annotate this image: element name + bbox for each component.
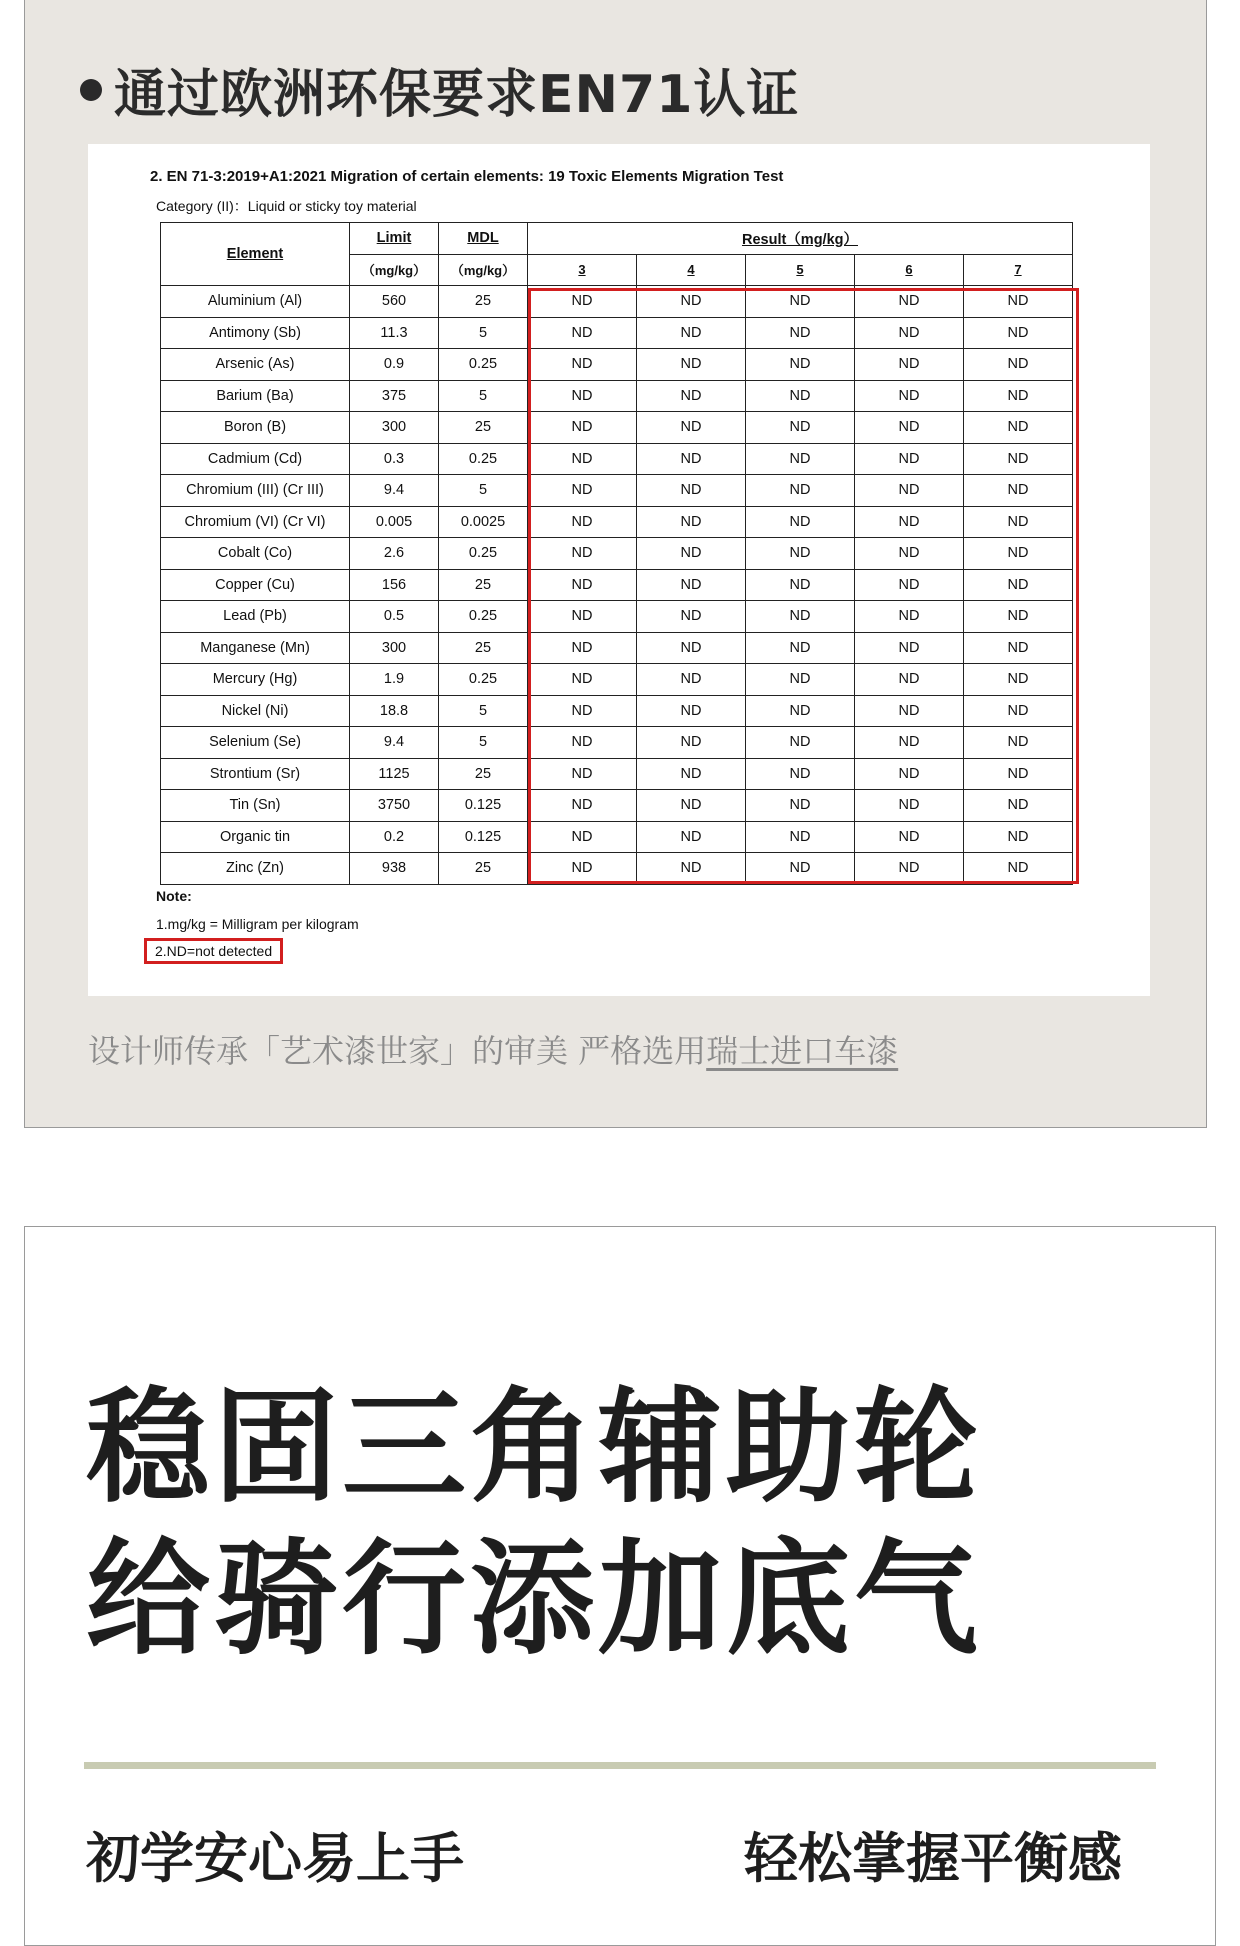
header-sample: 3 xyxy=(528,254,637,286)
result-cell: ND xyxy=(746,695,855,727)
result-cell: ND xyxy=(746,286,855,318)
result-cell: ND xyxy=(964,317,1073,349)
mdl-cell: 0.25 xyxy=(439,443,528,475)
result-cell: ND xyxy=(855,821,964,853)
result-cell: ND xyxy=(746,412,855,444)
mdl-cell: 25 xyxy=(439,758,528,790)
result-cell: ND xyxy=(637,569,746,601)
header-limit: Limit xyxy=(350,223,439,255)
result-cell: ND xyxy=(855,632,964,664)
limit-cell: 375 xyxy=(350,380,439,412)
mdl-cell: 0.25 xyxy=(439,601,528,633)
result-cell: ND xyxy=(637,853,746,885)
result-cell: ND xyxy=(528,317,637,349)
mdl-cell: 25 xyxy=(439,853,528,885)
mdl-cell: 5 xyxy=(439,695,528,727)
result-cell: ND xyxy=(746,380,855,412)
limit-cell: 11.3 xyxy=(350,317,439,349)
element-cell: Chromium (VI) (Cr VI) xyxy=(161,506,350,538)
mdl-cell: 5 xyxy=(439,475,528,507)
mdl-cell: 5 xyxy=(439,727,528,759)
mdl-cell: 0.125 xyxy=(439,790,528,822)
result-cell: ND xyxy=(964,664,1073,696)
result-cell: ND xyxy=(855,475,964,507)
headline-line-2: 给骑行添加底气 xyxy=(86,1528,983,1672)
result-cell: ND xyxy=(528,443,637,475)
note-1: 1.mg/kg = Milligram per kilogram xyxy=(156,916,359,932)
element-cell: Selenium (Se) xyxy=(161,727,350,759)
limit-cell: 300 xyxy=(350,412,439,444)
limit-cell: 156 xyxy=(350,569,439,601)
result-cell: ND xyxy=(746,443,855,475)
limit-cell: 1125 xyxy=(350,758,439,790)
result-cell: ND xyxy=(637,695,746,727)
report-category: Category (II)：Liquid or sticky toy material xyxy=(156,198,417,214)
result-cell: ND xyxy=(855,601,964,633)
element-cell: Chromium (III) (Cr III) xyxy=(161,475,350,507)
result-cell: ND xyxy=(528,412,637,444)
result-cell: ND xyxy=(637,349,746,381)
limit-cell: 0.2 xyxy=(350,821,439,853)
result-cell: ND xyxy=(637,664,746,696)
element-cell: Arsenic (As) xyxy=(161,349,350,381)
result-cell: ND xyxy=(528,695,637,727)
result-cell: ND xyxy=(964,443,1073,475)
result-cell: ND xyxy=(528,538,637,570)
result-cell: ND xyxy=(855,853,964,885)
report-heading: 2. EN 71-3:2019+A1:2021 Migration of certain elements: 19 Toxic Elements Migration Test xyxy=(150,168,784,185)
header-sample: 6 xyxy=(855,254,964,286)
paint-caption xyxy=(88,1026,898,1072)
result-cell: ND xyxy=(637,601,746,633)
mdl-cell: 5 xyxy=(439,380,528,412)
results-highlight-box xyxy=(528,288,1079,884)
result-cell: ND xyxy=(637,380,746,412)
result-cell: ND xyxy=(528,286,637,318)
result-cell: ND xyxy=(528,664,637,696)
mdl-cell: 0.25 xyxy=(439,349,528,381)
training-wheels-headline xyxy=(86,1372,982,1676)
header-mdl-unit: （mg/kg） xyxy=(439,254,528,286)
limit-cell: 300 xyxy=(350,632,439,664)
element-cell: Manganese (Mn) xyxy=(161,632,350,664)
result-cell: ND xyxy=(964,380,1073,412)
result-cell: ND xyxy=(528,569,637,601)
result-cell: ND xyxy=(964,695,1073,727)
result-cell: ND xyxy=(855,412,964,444)
certification-title: 通过欧洲环保要求EN71认证 xyxy=(114,65,800,125)
result-cell: ND xyxy=(855,569,964,601)
mdl-cell: 25 xyxy=(439,286,528,318)
result-cell: ND xyxy=(855,727,964,759)
result-cell: ND xyxy=(528,380,637,412)
element-cell: Lead (Pb) xyxy=(161,601,350,633)
element-cell: Strontium (Sr) xyxy=(161,758,350,790)
header-element: Element xyxy=(161,223,350,286)
result-cell: ND xyxy=(528,632,637,664)
result-cell: ND xyxy=(746,475,855,507)
header-mdl: MDL xyxy=(439,223,528,255)
result-cell: ND xyxy=(637,758,746,790)
result-cell: ND xyxy=(746,632,855,664)
test-report-document xyxy=(88,144,1150,996)
result-cell: ND xyxy=(964,632,1073,664)
limit-cell: 3750 xyxy=(350,790,439,822)
result-cell: ND xyxy=(855,695,964,727)
result-cell: ND xyxy=(528,727,637,759)
limit-cell: 0.9 xyxy=(350,349,439,381)
result-cell: ND xyxy=(964,286,1073,318)
limit-cell: 9.4 xyxy=(350,727,439,759)
limit-cell: 0.005 xyxy=(350,506,439,538)
limit-cell: 938 xyxy=(350,853,439,885)
limit-cell: 9.4 xyxy=(350,475,439,507)
result-cell: ND xyxy=(637,538,746,570)
header-sample: 4 xyxy=(637,254,746,286)
result-cell: ND xyxy=(855,286,964,318)
divider-line xyxy=(84,1762,1156,1769)
element-cell: Antimony (Sb) xyxy=(161,317,350,349)
result-cell: ND xyxy=(964,821,1073,853)
result-cell: ND xyxy=(746,758,855,790)
mdl-cell: 0.125 xyxy=(439,821,528,853)
mdl-cell: 25 xyxy=(439,569,528,601)
result-cell: ND xyxy=(855,758,964,790)
header-sample: 7 xyxy=(964,254,1073,286)
result-cell: ND xyxy=(964,412,1073,444)
limit-cell: 560 xyxy=(350,286,439,318)
limit-cell: 0.3 xyxy=(350,443,439,475)
mdl-cell: 25 xyxy=(439,632,528,664)
result-cell: ND xyxy=(964,601,1073,633)
element-cell: Organic tin xyxy=(161,821,350,853)
result-cell: ND xyxy=(964,758,1073,790)
result-cell: ND xyxy=(637,632,746,664)
result-cell: ND xyxy=(637,821,746,853)
result-cell: ND xyxy=(528,853,637,885)
result-cell: ND xyxy=(637,286,746,318)
result-cell: ND xyxy=(528,758,637,790)
result-cell: ND xyxy=(855,790,964,822)
result-cell: ND xyxy=(964,506,1073,538)
limit-cell: 1.9 xyxy=(350,664,439,696)
result-cell: ND xyxy=(637,317,746,349)
result-cell: ND xyxy=(528,821,637,853)
feature-left: 初学安心易上手 xyxy=(86,1827,464,1890)
result-cell: ND xyxy=(964,853,1073,885)
result-cell: ND xyxy=(528,349,637,381)
result-cell: ND xyxy=(637,443,746,475)
mdl-cell: 0.25 xyxy=(439,664,528,696)
result-cell: ND xyxy=(746,790,855,822)
element-cell: Tin (Sn) xyxy=(161,790,350,822)
section-title xyxy=(80,52,799,127)
element-cell: Nickel (Ni) xyxy=(161,695,350,727)
result-cell: ND xyxy=(637,727,746,759)
element-cell: Cobalt (Co) xyxy=(161,538,350,570)
element-cell: Mercury (Hg) xyxy=(161,664,350,696)
headline-line-1: 稳固三角辅助轮 xyxy=(86,1376,983,1520)
note-title: Note: xyxy=(156,888,192,904)
result-cell: ND xyxy=(528,475,637,507)
result-cell: ND xyxy=(528,790,637,822)
caption-text: 设计师传承「艺术漆世家」的审美 严格选用 xyxy=(88,1032,707,1070)
result-cell: ND xyxy=(637,506,746,538)
result-cell: ND xyxy=(637,790,746,822)
result-cell: ND xyxy=(746,853,855,885)
element-cell: Aluminium (Al) xyxy=(161,286,350,318)
element-cell: Copper (Cu) xyxy=(161,569,350,601)
result-cell: ND xyxy=(855,664,964,696)
result-cell: ND xyxy=(746,569,855,601)
result-cell: ND xyxy=(528,601,637,633)
result-cell: ND xyxy=(855,380,964,412)
caption-underlined-text: 瑞士进口车漆 xyxy=(706,1032,899,1070)
note-2-highlighted: 2.ND=not detected xyxy=(144,938,283,964)
limit-cell: 0.5 xyxy=(350,601,439,633)
result-cell: ND xyxy=(964,475,1073,507)
result-cell: ND xyxy=(855,506,964,538)
result-cell: ND xyxy=(964,727,1073,759)
result-cell: ND xyxy=(746,349,855,381)
result-cell: ND xyxy=(746,506,855,538)
result-cell: ND xyxy=(964,538,1073,570)
bullet-icon xyxy=(80,79,102,101)
result-cell: ND xyxy=(637,475,746,507)
result-cell: ND xyxy=(964,349,1073,381)
result-cell: ND xyxy=(746,664,855,696)
result-cell: ND xyxy=(637,412,746,444)
result-cell: ND xyxy=(746,727,855,759)
element-cell: Boron (B) xyxy=(161,412,350,444)
result-cell: ND xyxy=(746,601,855,633)
result-cell: ND xyxy=(746,538,855,570)
result-cell: ND xyxy=(964,569,1073,601)
result-cell: ND xyxy=(964,790,1073,822)
header-limit-unit: （mg/kg） xyxy=(350,254,439,286)
mdl-cell: 5 xyxy=(439,317,528,349)
header-result: Result（mg/kg） xyxy=(528,223,1073,255)
result-cell: ND xyxy=(855,538,964,570)
header-sample: 5 xyxy=(746,254,855,286)
result-cell: ND xyxy=(528,506,637,538)
limit-cell: 2.6 xyxy=(350,538,439,570)
mdl-cell: 0.0025 xyxy=(439,506,528,538)
result-cell: ND xyxy=(746,821,855,853)
result-cell: ND xyxy=(746,317,855,349)
mdl-cell: 25 xyxy=(439,412,528,444)
result-cell: ND xyxy=(855,317,964,349)
element-cell: Cadmium (Cd) xyxy=(161,443,350,475)
result-cell: ND xyxy=(855,443,964,475)
limit-cell: 18.8 xyxy=(350,695,439,727)
mdl-cell: 0.25 xyxy=(439,538,528,570)
result-cell: ND xyxy=(855,349,964,381)
element-cell: Zinc (Zn) xyxy=(161,853,350,885)
element-cell: Barium (Ba) xyxy=(161,380,350,412)
feature-right: 轻松掌握平衡感 xyxy=(744,1827,1122,1890)
